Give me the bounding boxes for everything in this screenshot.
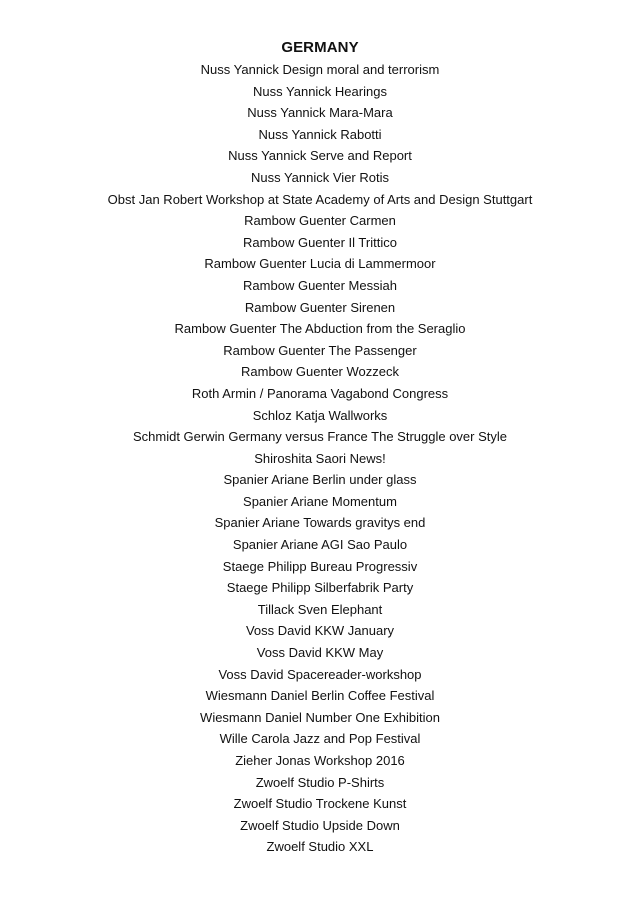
list-item: Zwoelf Studio Trockene Kunst	[233, 796, 407, 812]
list-item: Roth Armin / Panorama Vagabond Congress	[191, 385, 449, 401]
list-item: Obst Jan Robert Workshop at State Academy of Arts and Design Stuttgart	[107, 191, 533, 207]
list-item: Staege Philipp Bureau Progressiv	[222, 558, 418, 574]
list-item: Rambow Guenter Il Trittico	[243, 234, 397, 250]
list-item: Tillack Sven Elephant	[257, 601, 383, 617]
list-item: Wiesmann Daniel Number One Exhibition	[200, 709, 440, 725]
list-item: Rambow Guenter Carmen	[244, 213, 396, 229]
list-item: Staege Philipp Silberfabrik Party	[226, 580, 414, 596]
list-item: Zwoelf Studio P-Shirts	[255, 774, 385, 790]
list-item: Voss David Spacereader-workshop	[218, 666, 422, 682]
list-item: Nuss Yannick Rabotti	[258, 126, 382, 142]
list-item: Schloz Katja Wallworks	[252, 407, 388, 423]
list-item: Zieher Jonas Workshop 2016	[235, 753, 405, 768]
list-item: Rambow Guenter Messiah	[243, 277, 397, 293]
list-item: Nuss Yannick Design moral and terrorism	[200, 62, 440, 77]
list-item: Rambow Guenter Lucia di Lammermoor	[204, 256, 436, 272]
list-item: Wiesmann Daniel Berlin Coffee Festival	[205, 688, 435, 704]
list-item: Spanier Ariane Momentum	[243, 493, 397, 509]
list-item: Nuss Yannick Hearings	[253, 83, 387, 99]
list-item: Rambow Guenter The Passenger	[223, 342, 417, 358]
list-item: Nuss Yannick Serve and Report	[228, 148, 412, 164]
list-item: Nuss Yannick Vier Rotis	[250, 169, 389, 185]
entry-list	[0, 59, 640, 858]
list-item: Nuss Yannick Mara-Mara	[247, 105, 393, 121]
list-item: Spanier Ariane Towards gravitys end	[214, 515, 426, 531]
list-item: Schmidt Gerwin Germany versus France The Struggle over Style	[132, 429, 508, 445]
list-item: Rambow Guenter The Abduction from the Seraglio	[174, 321, 466, 337]
page-heading: GERMANY	[281, 39, 359, 56]
list-item: Spanier Ariane AGI Sao Paulo	[232, 537, 408, 553]
list-item: Zwoelf Studio Upside Down	[240, 817, 400, 833]
list-item: Rambow Guenter Wozzeck	[241, 364, 399, 380]
list-item: Shiroshita Saori News!	[254, 450, 386, 466]
list-item: Voss David KKW January	[245, 623, 395, 639]
list-item: Spanier Ariane Berlin under glass	[223, 472, 417, 488]
list-item: Voss David KKW May	[256, 645, 384, 661]
list-item: Wille Carola Jazz and Pop Festival	[219, 731, 421, 747]
list-item: Rambow Guenter Sirenen	[244, 299, 396, 315]
list-item: Zwoelf Studio XXL	[266, 839, 374, 855]
